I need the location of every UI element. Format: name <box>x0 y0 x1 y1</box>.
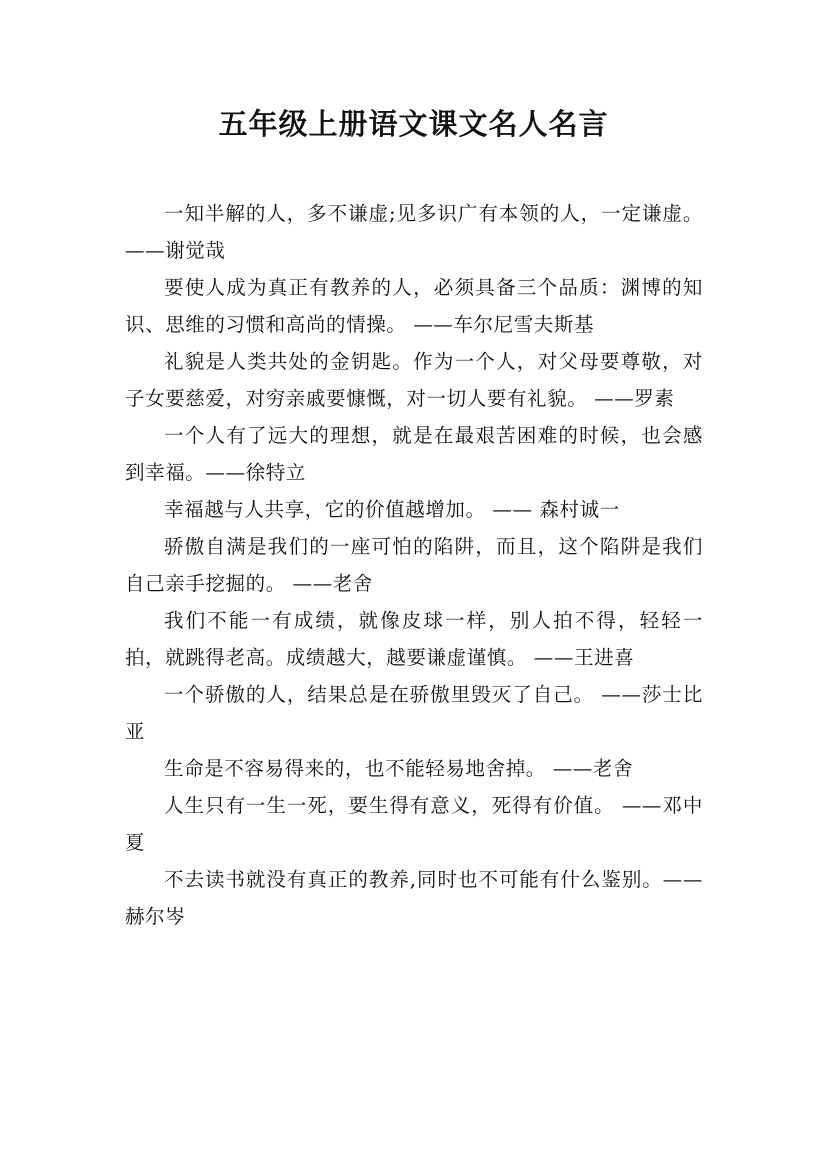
quote-paragraph: 生命是不容易得来的，也不能轻易地舍掉。 ——老舍 <box>164 757 634 780</box>
quote-paragraph: 我们不能一有成绩，就像皮球一样，别人拍不得，轻轻一拍，就跳得老高。成绩越大，越要谦虚谨慎。 ——王进喜 <box>125 609 703 669</box>
quote-paragraph: 一个骄傲的人，结果总是在骄傲里毁灭了自己。 ——莎士比亚 <box>125 683 703 743</box>
quote-paragraph: 不去读书就没有真正的教养,同时也不可能有什么鉴别。——赫尔岑 <box>125 868 703 928</box>
quote-paragraph: 一知半解的人，多不谦虚;见多识广有本领的人，一定谦虚。——谢觉哉 <box>125 202 703 262</box>
quote-list <box>125 195 703 935</box>
document-title: 五年级上册语文课文名人名言 <box>218 107 609 141</box>
quote-paragraph: 礼貌是人类共处的金钥匙。作为一个人，对父母要尊敬，对子女要慈爱，对穷亲戚要慷慨，对一切人要有礼貌。 ——罗素 <box>125 350 703 410</box>
quote-paragraph: 一个人有了远大的理想，就是在最艰苦困难的时候，也会感到幸福。——徐特立 <box>125 424 703 484</box>
quote-paragraph: 幸福越与人共享，它的价值越增加。 —— 森村诚一 <box>164 498 620 521</box>
quote-paragraph: 骄傲自满是我们的一座可怕的陷阱，而且，这个陷阱是我们自己亲手挖掘的。 ——老舍 <box>125 535 703 595</box>
quote-paragraph: 人生只有一生一死，要生得有意义，死得有价值。 ——邓中夏 <box>125 794 703 854</box>
quote-paragraph: 要使人成为真正有教养的人，必须具备三个品质：渊博的知识、思维的习惯和高尚的情操。 ——车尔尼雪夫斯基 <box>125 276 703 336</box>
